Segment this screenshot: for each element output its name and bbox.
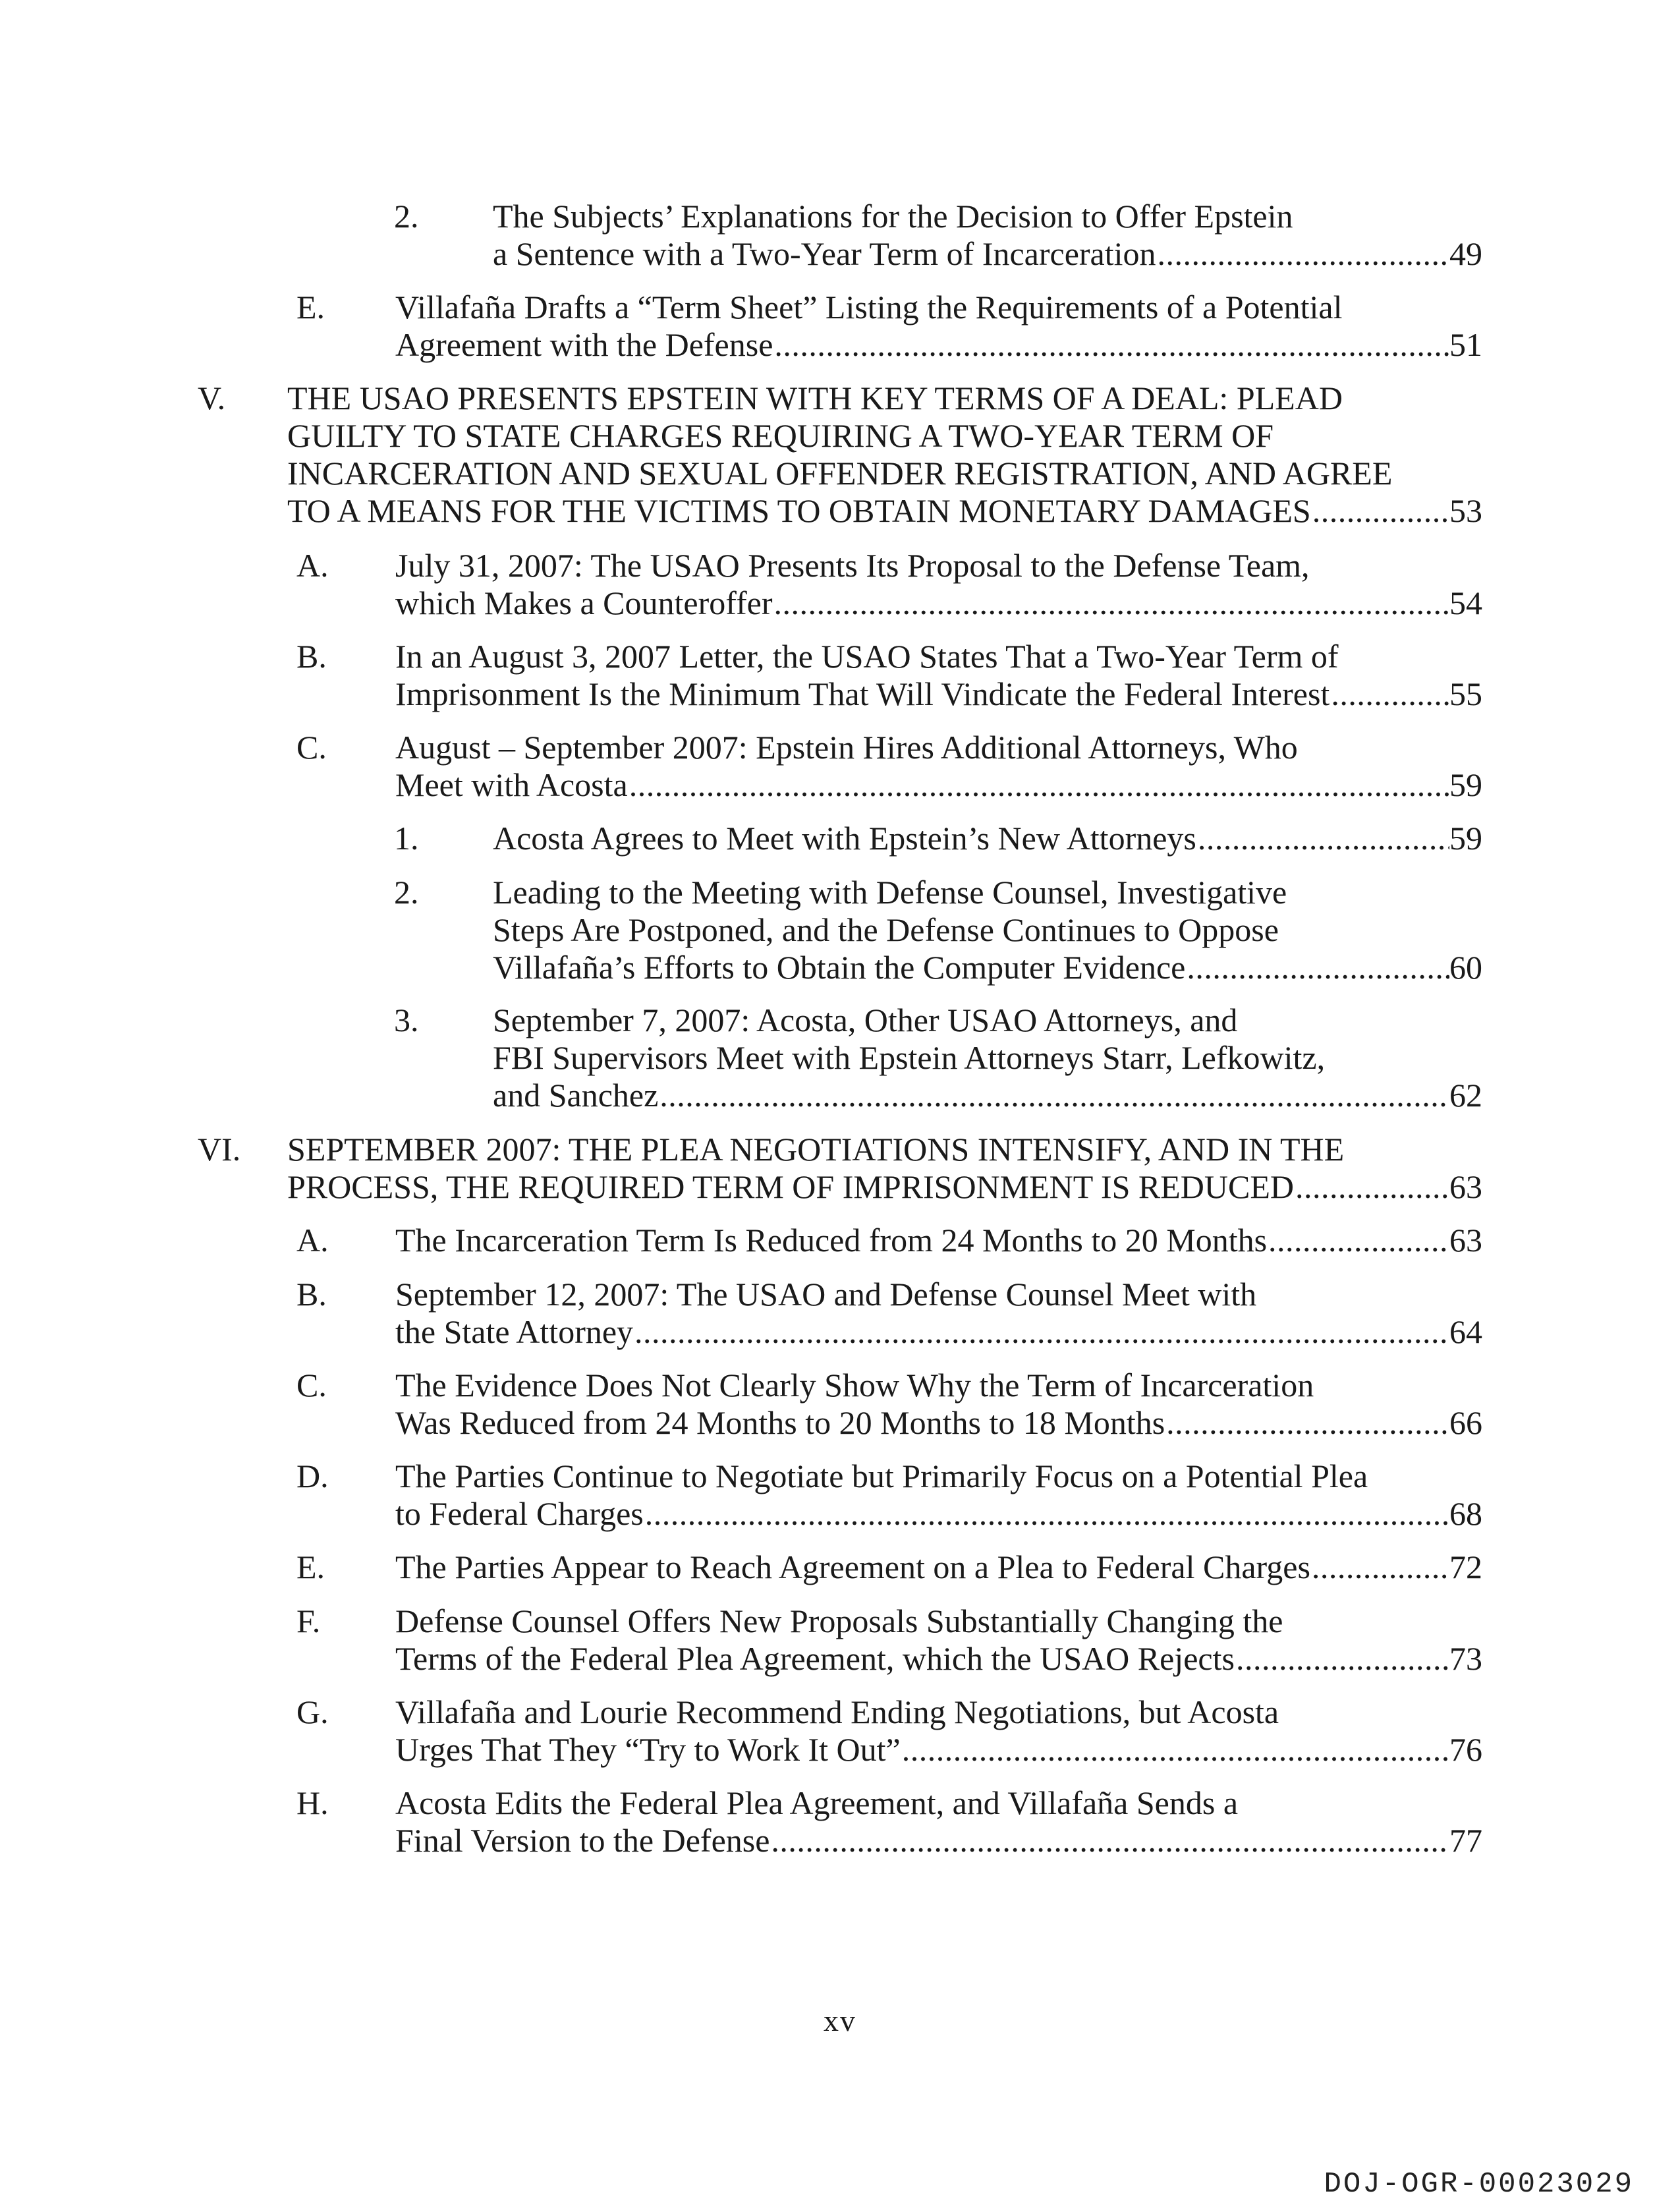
- toc-entry[interactable]: [296, 1458, 1482, 1533]
- toc-page-number: 73: [1449, 1640, 1482, 1677]
- toc-entry-title-line: FBI Supervisors Meet with Epstein Attorneys Starr, Lefkowitz,: [493, 1039, 1326, 1076]
- toc-page-number: 66: [1449, 1404, 1482, 1441]
- toc-page-number: 60: [1449, 949, 1482, 986]
- toc-entry-last-line: [395, 766, 1482, 804]
- dot-leader: [1156, 235, 1449, 273]
- toc-entry-title-line: which Makes a Counteroffer: [395, 584, 773, 621]
- toc-entry-title-line: August – September 2007: Epstein Hires Additional Attorneys, Who: [395, 729, 1298, 766]
- toc-entry-number: 2.: [394, 198, 419, 235]
- toc-entry-title-line: the State Attorney: [395, 1313, 634, 1350]
- toc-page-number: 76: [1449, 1731, 1482, 1768]
- toc-entry[interactable]: [296, 1548, 1482, 1586]
- toc-entry-last-line: [395, 1222, 1482, 1259]
- toc-entry-last-line: [395, 1404, 1482, 1442]
- toc-entry[interactable]: [296, 638, 1482, 713]
- toc-entry-number: VI.: [198, 1131, 241, 1168]
- toc-page-number: 55: [1449, 675, 1482, 712]
- toc-entry-title-line: Villafaña and Lourie Recommend Ending Negotiations, but Acosta: [395, 1693, 1279, 1730]
- dot-leader: [901, 1731, 1449, 1769]
- toc-entry-last-line: [395, 1640, 1482, 1678]
- toc-entry-title-line: Imprisonment Is the Minimum That Will Vindicate the Federal Interest: [395, 675, 1330, 712]
- toc-entry[interactable]: [394, 874, 1482, 986]
- dot-leader: [1235, 1640, 1449, 1678]
- toc-entry-number: B.: [296, 1276, 327, 1313]
- dot-leader: [1310, 1548, 1449, 1586]
- toc-page-number: 63: [1449, 1222, 1482, 1259]
- toc-entry-last-line: [287, 492, 1482, 530]
- toc-entry-number: 1.: [394, 820, 419, 857]
- toc-entry-title-line: Defense Counsel Offers New Proposals Substantially Changing the: [395, 1602, 1283, 1639]
- dot-leader: [633, 1313, 1449, 1351]
- dot-leader: [1330, 675, 1449, 713]
- dot-leader: [770, 1822, 1449, 1859]
- toc-page-number: 63: [1449, 1168, 1482, 1205]
- toc-entry-title-line: July 31, 2007: The USAO Presents Its Proposal to the Defense Team,: [395, 547, 1310, 584]
- toc-entry-last-line: [395, 1548, 1482, 1586]
- toc-entry-title-line: Villafaña’s Efforts to Obtain the Computer Evidence: [493, 949, 1186, 986]
- toc-entry-title-line: GUILTY TO STATE CHARGES REQUIRING A TWO-YEAR TERM OF: [287, 417, 1274, 454]
- toc-entry-title-line: Leading to the Meeting with Defense Counsel, Investigative: [493, 874, 1287, 911]
- toc-entry-title-line: SEPTEMBER 2007: THE PLEA NEGOTIATIONS INTENSIFY, AND IN THE: [287, 1131, 1345, 1168]
- toc-entry-number: V.: [198, 380, 226, 416]
- dot-leader: [644, 1495, 1449, 1533]
- toc-entry-number: G.: [296, 1693, 329, 1730]
- toc-entry-title-line: and Sanchez: [493, 1077, 659, 1114]
- bates-number: DOJ-OGR-00023029: [1324, 2168, 1634, 2201]
- toc-entry-last-line: [493, 949, 1482, 986]
- toc-entry-title-line: TO A MEANS FOR THE VICTIMS TO OBTAIN MONETARY DAMAGES: [287, 492, 1311, 529]
- toc-entry[interactable]: [296, 1276, 1482, 1351]
- toc-entry-title-line: The Evidence Does Not Clearly Show Why the Term of Incarceration: [395, 1367, 1314, 1404]
- toc-entry-title-line: Steps Are Postponed, and the Defense Continues to Oppose: [493, 911, 1279, 948]
- toc-page-number: 68: [1449, 1495, 1482, 1532]
- toc-page-number: 54: [1449, 584, 1482, 621]
- toc-entry-title-line: INCARCERATION AND SEXUAL OFFENDER REGISTRATION, AND AGREE: [287, 455, 1393, 492]
- toc-entry-title-line: Agreement with the Defense: [395, 326, 773, 363]
- toc-entry[interactable]: [296, 1693, 1482, 1769]
- toc-page-number: 62: [1449, 1077, 1482, 1114]
- toc-entry-number: D.: [296, 1458, 329, 1494]
- toc-entry-number: A.: [296, 1222, 329, 1259]
- toc-entry[interactable]: [394, 1002, 1482, 1114]
- toc-page-number: 51: [1449, 326, 1482, 363]
- toc-page-number: 64: [1449, 1313, 1482, 1350]
- toc-entry-title-line: Meet with Acosta: [395, 766, 628, 803]
- toc-entry-last-line: [395, 326, 1482, 364]
- page-number: xv: [824, 2004, 856, 2037]
- toc-entry[interactable]: [296, 1367, 1482, 1442]
- toc-page-number: 59: [1449, 820, 1482, 857]
- toc-entry-last-line: [395, 1495, 1482, 1533]
- toc-entry-title-line: Urges That They “Try to Work It Out”: [395, 1731, 901, 1768]
- toc-entry-last-line: [395, 1731, 1482, 1769]
- toc-entry-number: B.: [296, 638, 327, 675]
- toc-entry-last-line: [287, 1168, 1482, 1206]
- toc-entry-number: E.: [296, 1548, 325, 1585]
- dot-leader: [1294, 1168, 1449, 1206]
- toc-entry[interactable]: [198, 380, 1482, 530]
- toc-entry-number: C.: [296, 729, 327, 766]
- toc-entry[interactable]: [394, 820, 1482, 857]
- toc-page-number: 59: [1449, 766, 1482, 803]
- toc-entry-title-line: September 12, 2007: The USAO and Defense Counsel Meet with: [395, 1276, 1257, 1313]
- toc-entry[interactable]: [198, 1131, 1482, 1206]
- toc-page-number: 72: [1449, 1548, 1482, 1585]
- toc-entry-number: 2.: [394, 874, 419, 911]
- dot-leader: [1267, 1222, 1449, 1259]
- dot-leader: [658, 1077, 1449, 1114]
- toc-page-number: 77: [1449, 1822, 1482, 1859]
- toc-entry[interactable]: [296, 1602, 1482, 1678]
- toc-entry-title-line: The Parties Continue to Negotiate but Primarily Focus on a Potential Plea: [395, 1458, 1368, 1494]
- toc-entry[interactable]: [296, 547, 1482, 622]
- toc-entry-number: H.: [296, 1784, 329, 1821]
- toc-entry-last-line: [395, 675, 1482, 713]
- toc-entry-title-line: Was Reduced from 24 Months to 20 Months to 18 Months: [395, 1404, 1165, 1441]
- toc-entry-title-line: The Incarceration Term Is Reduced from 24 Months to 20 Months: [395, 1222, 1268, 1259]
- toc-entry-title-line: Final Version to the Defense: [395, 1822, 770, 1859]
- toc-entry-number: C.: [296, 1367, 327, 1404]
- toc-entry-last-line: [493, 1077, 1482, 1114]
- dot-leader: [1311, 492, 1449, 530]
- toc-entry-title-line: Villafaña Drafts a “Term Sheet” Listing the Requirements of a Potential: [395, 289, 1343, 326]
- toc-page-number: 53: [1449, 492, 1482, 529]
- toc-entry[interactable]: [394, 198, 1482, 273]
- dot-leader: [1185, 949, 1449, 986]
- toc-page-number: 49: [1449, 235, 1482, 272]
- dot-leader: [773, 326, 1449, 364]
- toc-entry-last-line: [493, 235, 1482, 273]
- toc-entry[interactable]: [296, 1222, 1482, 1259]
- toc-entry-title-line: a Sentence with a Two-Year Term of Incarceration: [493, 235, 1156, 272]
- toc-entry-number: F.: [296, 1602, 321, 1639]
- toc-entry-title-line: PROCESS, THE REQUIRED TERM OF IMPRISONMENT IS REDUCED: [287, 1168, 1294, 1205]
- toc-entry-title-line: Acosta Agrees to Meet with Epstein’s New Attorneys: [493, 820, 1196, 857]
- dot-leader: [1165, 1404, 1449, 1442]
- toc-entry-last-line: [395, 584, 1482, 622]
- toc-entry-last-line: [493, 820, 1482, 857]
- toc-entry-title-line: In an August 3, 2007 Letter, the USAO States That a Two-Year Term of: [395, 638, 1339, 675]
- toc-entry-number: E.: [296, 289, 325, 326]
- toc-entry[interactable]: [296, 289, 1482, 364]
- toc-entry-title-line: Terms of the Federal Plea Agreement, which the USAO Rejects: [395, 1640, 1235, 1677]
- dot-leader: [1196, 820, 1449, 857]
- toc-entry-number: 3.: [394, 1002, 419, 1038]
- dot-leader: [628, 766, 1449, 804]
- toc-entry-title-line: to Federal Charges: [395, 1495, 644, 1532]
- toc-entry-title-line: The Parties Appear to Reach Agreement on a Plea to Federal Charges: [395, 1548, 1310, 1585]
- toc-entry[interactable]: [296, 1784, 1482, 1859]
- toc-entry-last-line: [395, 1313, 1482, 1351]
- dot-leader: [773, 584, 1449, 622]
- toc-entry[interactable]: [296, 729, 1482, 804]
- toc-entry-title-line: The Subjects’ Explanations for the Decision to Offer Epstein: [493, 198, 1293, 235]
- toc-entry-title-line: September 7, 2007: Acosta, Other USAO Attorneys, and: [493, 1002, 1238, 1038]
- toc-entry-last-line: [395, 1822, 1482, 1859]
- toc-entry-title-line: THE USAO PRESENTS EPSTEIN WITH KEY TERMS OF A DEAL: PLEAD: [287, 380, 1343, 416]
- toc-entry-number: A.: [296, 547, 329, 584]
- toc-entry-title-line: Acosta Edits the Federal Plea Agreement, and Villafaña Sends a: [395, 1784, 1239, 1821]
